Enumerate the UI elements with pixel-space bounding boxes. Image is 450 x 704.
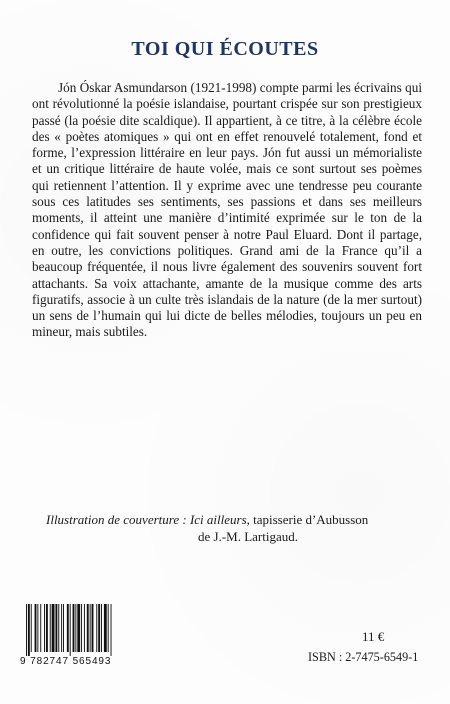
barcode-bar (96, 604, 97, 652)
illustration-line-1 (46, 511, 426, 528)
barcode-bar (55, 604, 57, 652)
barcode-bar (111, 604, 112, 656)
illustration-medium: , tapisserie d’Aubusson (246, 512, 369, 527)
barcode-bar (77, 604, 80, 652)
barcode-bar (28, 604, 30, 656)
illustration-artist: de J.-M. Lartigaud. (198, 529, 299, 544)
barcode-bar (70, 604, 71, 656)
price: 11 € (362, 629, 385, 644)
barcode-bar (84, 604, 85, 652)
barcode-digits: 9 782747 565493 (20, 656, 112, 667)
barcode-bar (35, 604, 37, 652)
barcode-bar (37, 604, 38, 652)
barcode-bar (101, 604, 102, 652)
barcode-bar (104, 604, 107, 652)
blurb (32, 80, 422, 341)
barcode-bar (75, 604, 76, 652)
barcode-bar (40, 604, 41, 652)
barcode-bar (108, 604, 109, 652)
barcode-bar (44, 604, 45, 652)
illustration-work-title: Ici ailleurs (189, 512, 247, 527)
illustration-label: Illustration de couverture : (46, 512, 187, 527)
barcode-bar (81, 604, 82, 652)
barcode-bar (52, 604, 55, 652)
barcode-bar (90, 604, 91, 652)
barcode-bar (46, 604, 48, 652)
barcode-bar (50, 604, 51, 652)
barcode-bar (26, 604, 27, 656)
barcode-bar (87, 604, 89, 652)
barcode-bar (63, 604, 64, 652)
cover-illustration-credit (46, 511, 426, 545)
isbn: ISBN : 2-7475-6549-1 (308, 650, 419, 664)
book-title: TOI QUI ÉCOUTES (131, 38, 319, 60)
barcode-bar (73, 604, 75, 652)
barcode-bar (58, 604, 59, 652)
barcode-bar (67, 604, 69, 652)
barcode-bar (98, 604, 100, 652)
barcode-bar (61, 604, 62, 652)
barcode-bar (31, 604, 32, 652)
blurb-paragraph: Jón Óskar Asmundarson (1921-1998) compte parmi les écrivains qui ont révolutionné la poésie islandaise, pourtant crispée sur son prestigieux passé (la poésie dite scaldique). Il appartient, à ce titre, à la célèbre école des « poètes atomiques » qui ont en effet renouvelé totalement, fond et forme, l’expression littéraire en leur pays. Jón fut aussi un mémorialiste et un critique littéraire de haute volée, mais ce sont surtout ses poèmes qui retiennent l’attention. Il y exprime avec une tendresse peu courante sous ces latitudes ses sentiments, ses passions et dans ses meilleurs moments, il atteint une manière d’intimité exprimée sur le ton de la confidence qui fait souvent penser à notre Paul Eluard. Dont il partage, en outre, les convictions politiques. Grand ami de la France qu’il a beaucoup fréquentée, il nous livre également des souvenirs souvent fort attachants. Sa voix attachante, amante de la musique comme des arts figuratifs, associe à un culte très islandais de la nature (de la mer surtout) un sens de l’humain qui lui dicte de belles mélodies, toujours un peu en mineur, mais subtiles. (32, 80, 422, 340)
barcode-bars (20, 604, 148, 656)
barcode (20, 604, 150, 672)
barcode-bar (92, 604, 94, 652)
